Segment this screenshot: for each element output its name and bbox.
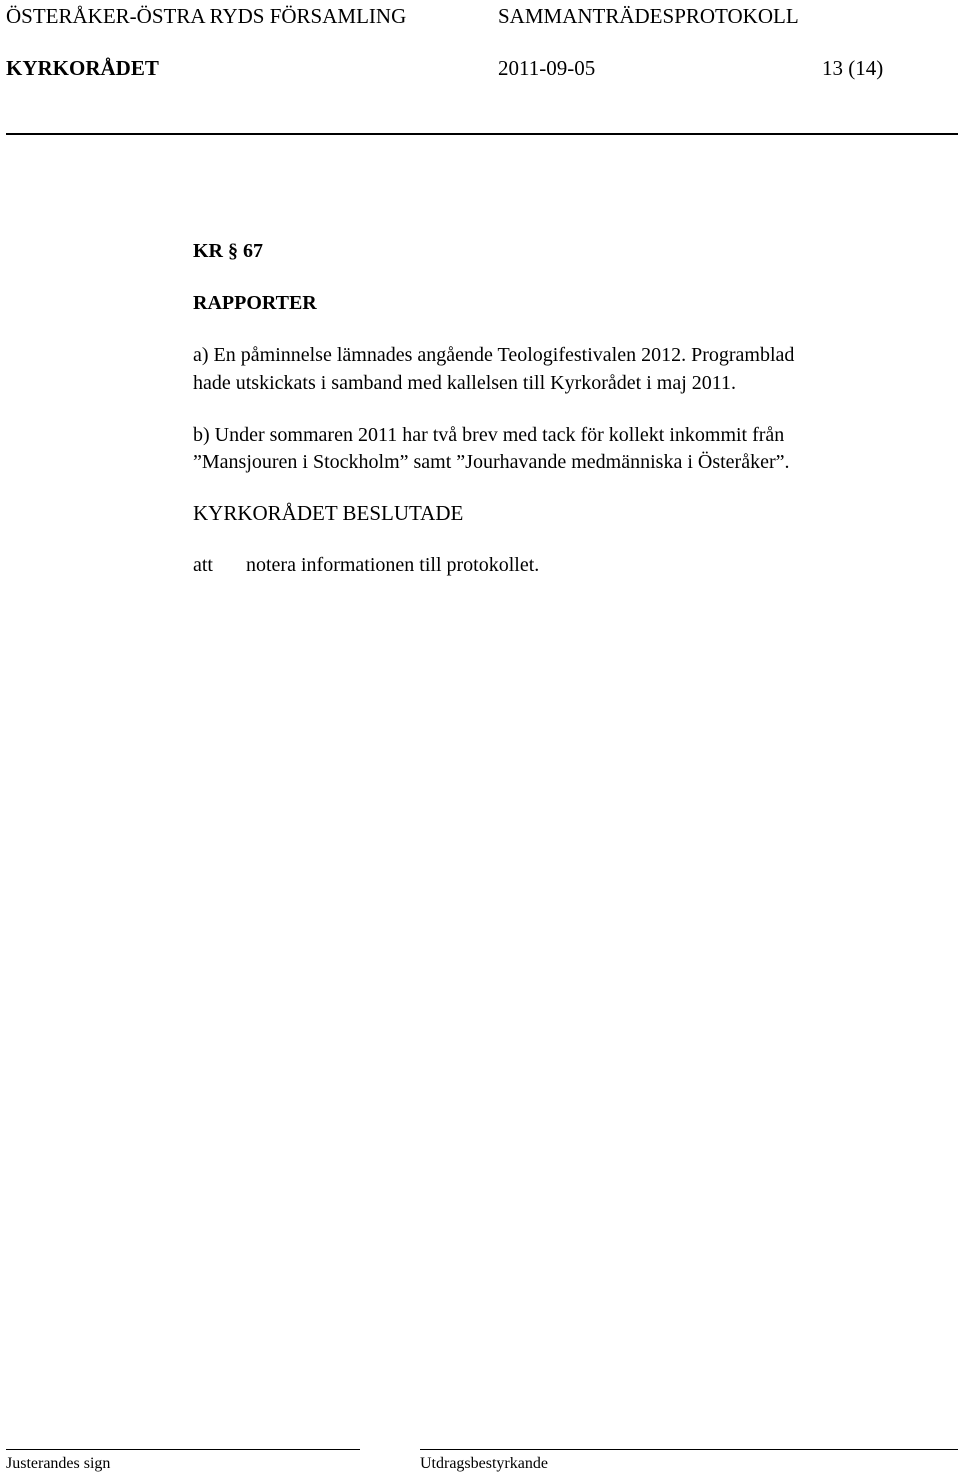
signature-line xyxy=(6,1449,360,1450)
signature-label: Justerandes sign xyxy=(6,1455,111,1472)
governing-body: KYRKORÅDET xyxy=(6,56,159,80)
section-title: RAPPORTER xyxy=(193,292,317,314)
decision-heading: KYRKORÅDET BESLUTADE xyxy=(193,501,464,525)
extract-line xyxy=(420,1449,958,1450)
paragraph-a-line-2: hade utskickats i samband med kallelsen till Kyrkorådet i maj 2011. xyxy=(193,372,737,394)
section-number: KR § 67 xyxy=(193,240,263,262)
header-divider xyxy=(6,133,958,135)
organization-name: ÖSTERÅKER-ÖSTRA RYDS FÖRSAMLING xyxy=(6,4,407,28)
document-type: SAMMANTRÄDESPROTOKOLL xyxy=(498,4,799,28)
decision-prefix: att xyxy=(193,554,213,576)
paragraph-a-line-1: a) En påminnelse lämnades angående Teologifestivalen 2012. Programblad xyxy=(193,344,795,366)
paragraph-b-line-2: ”Mansjouren i Stockholm” samt ”Jourhavande medmänniska i Österåker”. xyxy=(193,451,790,473)
decision-text: notera informationen till protokollet. xyxy=(246,554,540,576)
extract-label: Utdragsbestyrkande xyxy=(420,1455,548,1472)
page-number: 13 (14) xyxy=(822,56,884,80)
meeting-date: 2011-09-05 xyxy=(498,56,596,80)
paragraph-b-line-1: b) Under sommaren 2011 har två brev med tack för kollekt inkommit från xyxy=(193,424,785,446)
